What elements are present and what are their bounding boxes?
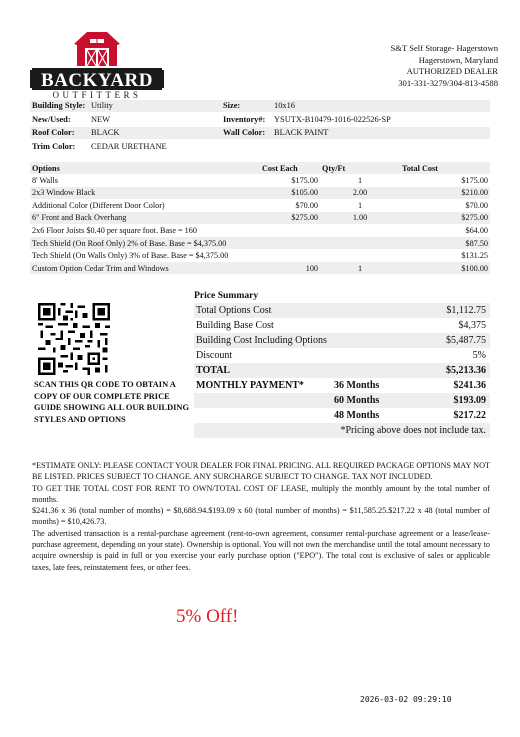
option-qty: 1: [320, 262, 400, 275]
base-cost-value: $4,375: [458, 320, 486, 331]
logo-subtitle: OUTFITTERS: [52, 90, 142, 100]
table-row: [30, 224, 490, 237]
option-cost: [260, 249, 320, 262]
option-cost: $175.00: [291, 175, 318, 185]
option-total: $100.00: [400, 262, 490, 275]
option-qty: 1: [357, 175, 363, 185]
header-qty: Qty/Ft: [320, 162, 400, 174]
table-row: [30, 187, 490, 200]
option-total: $64.00: [465, 225, 488, 235]
option-total: $70.00: [465, 200, 488, 210]
table-row: [30, 212, 490, 225]
dealer-info: [391, 43, 499, 89]
info-row-new: [30, 114, 490, 126]
disclaimer-estimate: *ESTIMATE ONLY: PLEASE CONTACT YOUR DEALER FOR FINAL PRICING. ALL REQUIRED PACKAGE OPTIONS MAY NOT BE LISTED. PRICES SUBJECT TO CHANGE. ANY SURCHARGE SUBJECT TO CHANGE. TAX NOT INCLUDED.: [32, 461, 490, 482]
dealer-phone: 301-331-3279/304-813-4588: [398, 77, 498, 88]
summary-row-total: [194, 363, 490, 378]
option-qty: [320, 224, 400, 237]
option-name: Custom Option Cedar Trim and Windows: [30, 262, 260, 275]
incl-options-label: Building Cost Including Options: [196, 335, 327, 346]
summary-row-60: [194, 393, 490, 408]
table-row: [30, 174, 490, 187]
table-row: [30, 249, 490, 262]
discount-promo: 5% Off!: [176, 606, 239, 627]
qr-caption: SCAN THIS QR CODE TO OBTAIN A COPY OF OUR COMPLETE PRICE GUIDE SHOWING ALL OUR BUILDING STYLES AND OPTIONS: [34, 380, 189, 424]
summary-row-incl: [194, 333, 490, 348]
info-row-roof: [30, 127, 490, 139]
months-60-label: 60 Months: [334, 395, 380, 406]
summary-row-note: [194, 423, 490, 438]
disclaimer-rto-total: TO GET THE TOTAL COST FOR RENT TO OWN/TOTAL COST OF LEASE, multiply the monthly amount by the total number of months.: [32, 483, 490, 504]
option-name: Additional Color (Different Door Color): [32, 200, 165, 210]
option-cost: 100: [260, 262, 320, 275]
incl-options-value: $5,487.75: [446, 335, 486, 346]
building-style-label: Building Style:: [32, 101, 86, 110]
new-used-label: New/Used:: [32, 115, 71, 124]
table-row: [30, 199, 490, 212]
trim-color-label: Trim Color:: [32, 142, 76, 151]
options-table: [30, 162, 490, 274]
discount-label: Discount: [196, 350, 233, 361]
dealer-tag: AUTHORIZED DEALER: [406, 66, 498, 76]
building-style-value: Utility: [91, 101, 113, 110]
inventory-value: YSUTX-B10479-1016-022526-SP: [274, 115, 391, 124]
option-name: 6" Front and Back Overhang: [30, 212, 260, 225]
summary-row-36: [194, 378, 490, 393]
months-36-label: 36 Months: [334, 380, 380, 391]
option-total: $87.50: [400, 237, 490, 250]
size-label: Size:: [223, 101, 241, 110]
roof-color-value: BLACK: [91, 128, 120, 137]
table-row: [30, 262, 490, 275]
option-total: $131.25: [461, 251, 488, 261]
backyard-outfitters-logo: [30, 32, 164, 100]
option-name: 2x6 Floor Joists $0.40 per square foot. Base = 160: [32, 225, 197, 235]
total-options-label: Total Options Cost: [196, 305, 272, 316]
size-value: 10x16: [274, 101, 295, 110]
option-qty: [320, 237, 400, 250]
option-qty: 1: [357, 200, 363, 210]
discount-value: 5%: [472, 350, 486, 361]
months-48-value: $217.22: [453, 410, 486, 421]
option-cost: $275.00: [260, 212, 320, 225]
tax-note: *Pricing above does not include tax.: [340, 425, 486, 436]
option-name: Tech Shield (On Roof Only) 2% of Base. Base = $4,375.00: [30, 237, 260, 250]
price-summary-title: Price Summary: [194, 290, 259, 301]
option-cost: [260, 237, 320, 250]
option-qty: [320, 249, 400, 262]
inventory-label: Inventory#:: [223, 115, 266, 124]
option-qty: 2.00: [320, 187, 400, 200]
dealer-city: Hagerstown, Maryland: [418, 54, 498, 65]
info-row-trim: [30, 141, 490, 153]
info-row-style: [30, 100, 490, 112]
summary-row-base: [194, 318, 490, 333]
header-total: Total Cost: [400, 162, 490, 174]
summary-row-discount: [194, 348, 490, 363]
option-qty: 1.00: [320, 212, 400, 225]
summary-row-48: [194, 408, 490, 423]
disclaimer-calculation: $241.36 x 36 (total number of months) = $8,688.94.$193.09 x 60 (total number of months) = $11,585.25.$217.22 x 48 (total number of months) = $10,426.73.: [32, 506, 490, 527]
option-cost: [260, 224, 320, 237]
header-cost-each: Cost Each: [260, 162, 320, 174]
timestamp: 2026-03-02 09:29:10: [360, 695, 452, 704]
option-name: Tech Shield (On Walls Only) 3% of Base. Base = $4,375.00: [32, 251, 229, 261]
months-60-value: $193.09: [453, 395, 486, 406]
dealer-name: S&T Self Storage- Hagerstown: [390, 43, 498, 53]
option-cost: $70.00: [295, 200, 318, 210]
wall-color-value: BLACK PAINT: [274, 128, 329, 137]
months-36-value: $241.36: [453, 380, 486, 391]
new-used-value: NEW: [91, 115, 111, 124]
option-total: $210.00: [400, 187, 490, 200]
trim-color-value: CEDAR URETHANE: [91, 142, 167, 151]
price-summary: [194, 289, 490, 438]
disclaimer-rental-purchase: The advertised transaction is a rental-purchase agreement (rent-to-own agreement, consumer rental-purchase agreement or a lease/lease-purchase agreement, depending on your state). Ownership is optional. You will not own the merchandise until the total amount necessary to acquire ownership is paid in full or you exercise your early purchase option ("EPO"). The total cost is exclusive of sales or applicable taxes, late fees, reinstatement fees, or other fees.: [32, 528, 490, 572]
months-48-label: 48 Months: [334, 410, 380, 421]
monthly-payment-label: MONTHLY PAYMENT*: [196, 380, 304, 391]
disclaimer: [32, 460, 490, 573]
option-total: $175.00: [461, 175, 488, 185]
options-header-row: [30, 162, 490, 174]
total-label: TOTAL: [196, 365, 231, 376]
logo-wordmark: BACKYARD: [40, 70, 154, 91]
header-option: Options: [30, 162, 260, 174]
option-name: 2x3 Window Black: [30, 187, 260, 200]
option-cost: $105.00: [260, 187, 320, 200]
table-row: [30, 237, 490, 250]
total-value: $5,213.36: [446, 365, 486, 376]
roof-color-label: Roof Color:: [32, 128, 75, 137]
option-name: 8' Walls: [32, 175, 58, 185]
total-options-value: $1,112.75: [446, 305, 486, 316]
base-cost-label: Building Base Cost: [196, 320, 274, 331]
qr-code[interactable]: [38, 303, 110, 375]
wall-color-label: Wall Color:: [223, 128, 266, 137]
option-total: $275.00: [400, 212, 490, 225]
summary-row-options: [194, 303, 490, 318]
